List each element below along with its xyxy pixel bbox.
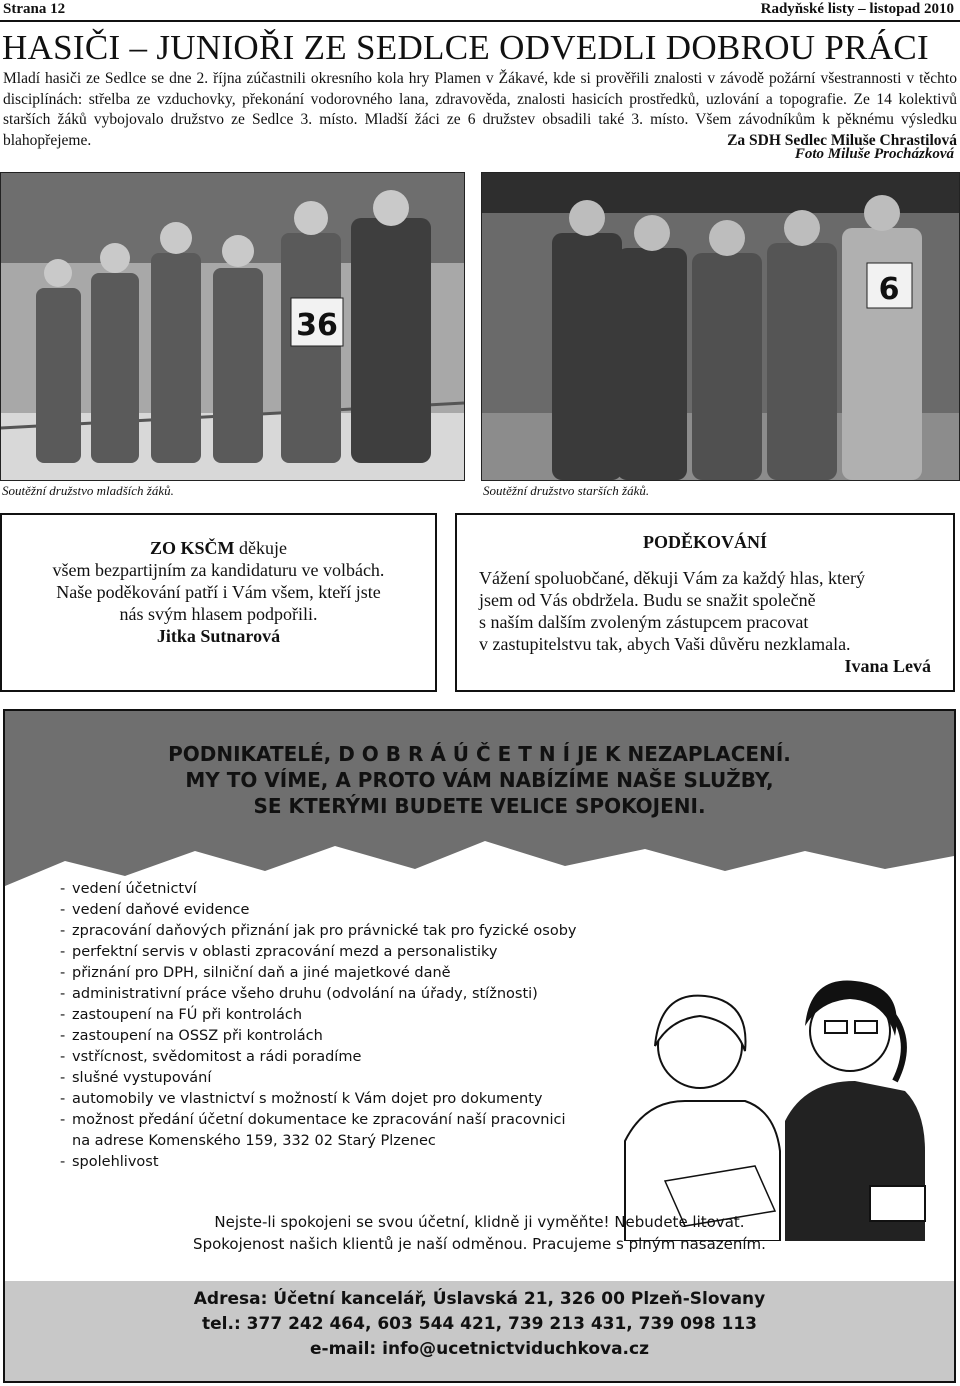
article-text: Mladí hasiči ze Sedlce se dne 2. října zúčastnili okresního kola hry Plamen v Žákavé, kde si prověřili znalosti v závodě požární všestrannosti v těchto disciplínách: střelba ze vzduchovky, překonání vodorovného lana, zdravověda, znalosti hasicích prostředků, uzlování a topografie. Ze 14 kolektivů starších žáků vybojovalo družstvo ze Sedlce 3. místo. Mladší žáci ze 6 družstev obsadili také 3. místo. Všem závodníkům k pěknému výsledku blahopřejeme. xyxy=(3,70,957,149)
photo-younger-team xyxy=(0,172,465,481)
list-item: - slušné vystupování xyxy=(60,1070,212,1086)
ad-note xyxy=(5,1211,954,1255)
header-rule xyxy=(0,20,960,22)
thanks-box-title: PODĚKOVÁNÍ xyxy=(642,532,767,552)
ksc-box-title-bold: ZO KSČM xyxy=(150,538,235,558)
list-item: - zpracování daňových přiznání jak pro právnické tak pro fyzické osoby xyxy=(60,923,577,939)
list-item: - vedení daňové evidence xyxy=(60,902,250,918)
ad-services-list xyxy=(60,879,680,1173)
ad-phones: tel.: 377 242 464, 603 544 421, 739 213 431, 739 098 113 xyxy=(202,1314,757,1334)
ad-note-line: Spokojenost našich klientů je naší odměnou. Pracujeme s plným nasazením. xyxy=(193,1235,766,1253)
photo-younger-team-illustration xyxy=(1,173,464,480)
photo-credit: Foto Miluše Procházková xyxy=(794,146,954,162)
ksc-thanks-box xyxy=(0,513,437,692)
thanks-box xyxy=(455,513,955,692)
list-item: - administrativní práce všeho druhu (odvolání na úřady, stížnosti) xyxy=(60,986,538,1002)
caption-older-team: Soutěžní družstvo starších žáků. xyxy=(483,483,650,498)
list-item: na adrese Komenského 159, 332 02 Starý Plzenec xyxy=(72,1133,436,1149)
article-body xyxy=(3,69,957,151)
thanks-box-line: Vážení spoluobčané, děkuji Vám za každý hlas, který xyxy=(479,568,866,588)
ad-headline xyxy=(5,741,954,819)
thanks-box-line: v zastupitelstvu tak, abych Vaši důvěru nezklamala. xyxy=(479,634,851,654)
ad-email: e-mail: info@ucetnictviduchkova.cz xyxy=(310,1339,649,1359)
page-header xyxy=(0,0,960,24)
thanks-box-line: s naším dalším zvoleným zástupcem pracovat xyxy=(479,612,809,632)
article-headline: HASIČI – JUNIOŘI ZE SEDLCE ODVEDLI DOBROU PRÁCI xyxy=(2,28,930,67)
article-signature: Za SDH Sedlec Miluše Chrastilová xyxy=(727,131,957,149)
list-item: - vedení účetnictví xyxy=(60,881,197,897)
ad-address: Adresa: Účetní kancelář, Úslavská 21, 326 00 Plzeň-Slovany xyxy=(193,1289,766,1309)
ksc-box-signature: Jitka Sutnarová xyxy=(156,626,281,646)
ksc-box-line: všem bezpartijním za kandidaturu ve volbách. xyxy=(52,560,385,580)
ad-office-illustration xyxy=(605,951,935,1241)
ad-headline-line: SE KTERÝMI BUDETE VELICE SPOKOJENI. xyxy=(253,794,706,818)
accounting-advertisement xyxy=(3,709,956,1383)
list-item: - zastoupení na OSSZ při kontrolách xyxy=(60,1028,323,1044)
ksc-box-line: Naše poděkování patří i Vám všem, kteří jste xyxy=(56,582,381,602)
ad-headline-line: MY TO VÍME, A PROTO VÁM NABÍZÍME NAŠE SLUŽBY, xyxy=(185,768,774,792)
ad-headline-line: PODNIKATELÉ, D O B R Á Ú Č E T N Í JE K NEZAPLACENÍ. xyxy=(168,742,791,766)
photo-older-team xyxy=(481,172,960,481)
list-item: - automobily ve vlastnictví s možností k Vám dojet pro dokumenty xyxy=(60,1091,543,1107)
ksc-box-title-rest: děkuje xyxy=(234,538,287,558)
thanks-box-signature: Ivana Levá xyxy=(844,656,931,676)
ad-contact-info xyxy=(5,1287,954,1362)
list-item: - přiznání pro DPH, silniční daň a jiné majetkové daně xyxy=(60,965,451,981)
list-item: - spolehlivost xyxy=(60,1154,159,1170)
list-item: - vstřícnost, svědomitost a rádi poradíme xyxy=(60,1049,362,1065)
page-number: Strana 12 xyxy=(3,1,66,17)
list-item: - perfektní servis v oblasti zpracování mezd a personalistiky xyxy=(60,944,498,960)
list-item: - možnost předání účetní dokumentace ke zpracování naší pracovnici xyxy=(60,1112,566,1128)
ad-note-line: Nejste-li spokojeni se svou účetní, klidně ji vyměňte! Nebudete litovat. xyxy=(214,1213,745,1231)
bib-number-36: 36 xyxy=(296,308,338,343)
ksc-box-line: nás svým hlasem podpořili. xyxy=(119,604,318,624)
ksc-box-title xyxy=(2,537,435,559)
thanks-box-line: jsem od Vás obdržela. Budu se snažit společně xyxy=(479,590,816,610)
publication-title: Radyňské listy – listopad 2010 xyxy=(760,1,954,17)
caption-younger-team: Soutěžní družstvo mladších žáků. xyxy=(2,483,174,498)
bib-number-6: 6 xyxy=(878,272,900,307)
photo-older-team-illustration xyxy=(482,173,959,480)
list-item: - zastoupení na FÚ při kontrolách xyxy=(60,1007,303,1023)
